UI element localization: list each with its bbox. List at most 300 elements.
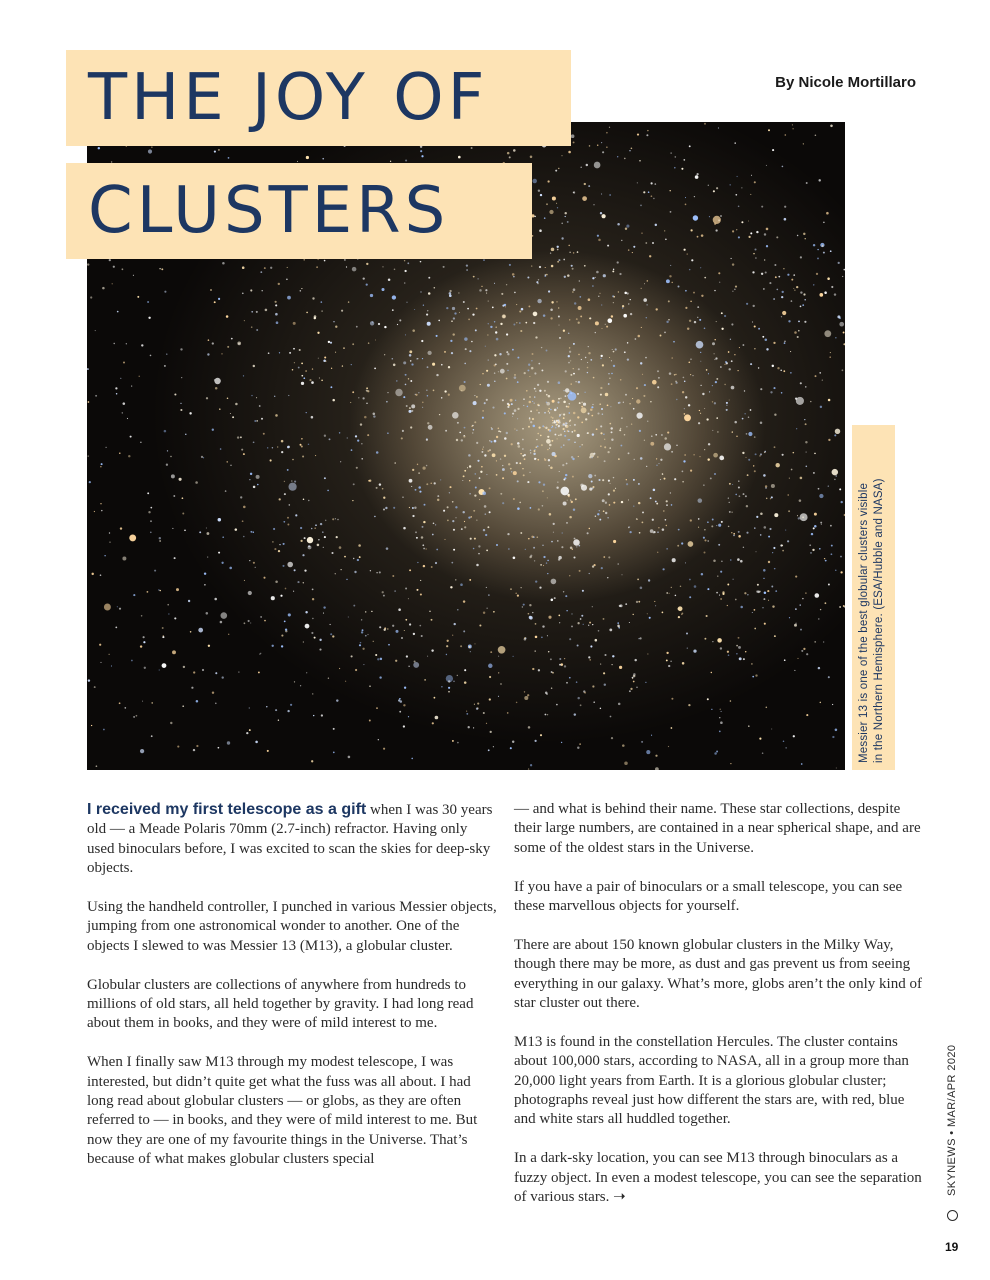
star [409, 350, 412, 353]
star [506, 333, 508, 335]
star [706, 369, 708, 371]
star [735, 494, 737, 496]
paragraph-text: when I was 30 years old — a Meade Polaris 70mm (2.7-inch) refractor. Having only used binoculars before, I was excited to scan the skies for deep-sky objects. [87, 802, 493, 877]
star [324, 477, 326, 479]
star [761, 273, 763, 275]
star [151, 735, 153, 737]
star [383, 508, 385, 510]
star [418, 486, 421, 489]
star [431, 566, 433, 568]
star [383, 497, 385, 499]
star [538, 412, 540, 414]
star [179, 478, 182, 481]
star [655, 224, 657, 226]
star [470, 516, 472, 518]
star [575, 498, 577, 500]
star [451, 562, 453, 564]
star [571, 265, 573, 267]
star [287, 446, 290, 449]
star [529, 472, 530, 473]
star [724, 364, 725, 365]
star [546, 402, 550, 406]
star [774, 264, 776, 266]
star [704, 638, 706, 640]
star [294, 681, 295, 682]
star [314, 637, 316, 639]
star [638, 502, 640, 504]
star [830, 125, 833, 128]
star [655, 501, 657, 503]
star [290, 704, 292, 706]
star [664, 230, 665, 231]
star [466, 711, 467, 712]
star [591, 406, 593, 408]
star [439, 414, 440, 415]
star [615, 348, 617, 350]
star [436, 549, 438, 551]
star [780, 369, 782, 371]
star [613, 540, 616, 543]
star [774, 413, 776, 415]
star [417, 562, 418, 563]
star [119, 608, 121, 610]
star [682, 481, 684, 483]
star [525, 549, 526, 550]
star [260, 271, 262, 273]
star [587, 362, 588, 363]
star [392, 358, 394, 360]
star [768, 536, 770, 538]
star [518, 445, 521, 448]
star [609, 127, 610, 128]
star [461, 439, 463, 441]
star [787, 274, 789, 276]
star [235, 403, 238, 406]
star [333, 728, 335, 730]
star [713, 453, 718, 458]
star [738, 646, 741, 649]
star [815, 375, 817, 377]
star [831, 553, 833, 555]
star [685, 197, 686, 198]
star [717, 431, 718, 432]
star [840, 571, 842, 573]
star [716, 378, 718, 380]
star [457, 742, 459, 744]
star [791, 279, 793, 281]
star [605, 512, 607, 514]
star [729, 511, 731, 513]
star [650, 401, 651, 402]
star [556, 421, 557, 422]
star [643, 191, 645, 193]
star [727, 605, 728, 606]
star [127, 418, 128, 419]
star [588, 352, 590, 354]
star [626, 483, 628, 485]
star [474, 421, 476, 423]
star [522, 428, 524, 430]
star [180, 348, 182, 350]
star [415, 394, 417, 396]
star [552, 452, 556, 456]
star [800, 604, 801, 605]
star [564, 665, 566, 667]
star [688, 704, 690, 706]
star [345, 681, 346, 682]
star [483, 447, 484, 448]
star [661, 434, 663, 436]
star [655, 605, 656, 606]
star [550, 467, 553, 470]
star [573, 412, 576, 415]
star [797, 336, 799, 338]
star [698, 498, 703, 503]
star [712, 342, 715, 345]
star [581, 402, 582, 403]
star [260, 616, 261, 617]
star [320, 523, 322, 525]
star [819, 372, 821, 374]
star [745, 651, 746, 652]
star [685, 290, 687, 292]
star [469, 465, 471, 467]
star [636, 399, 640, 403]
star [646, 466, 647, 467]
star [608, 373, 609, 374]
star [356, 467, 358, 469]
star [477, 460, 479, 462]
star [666, 525, 667, 526]
star [352, 343, 354, 345]
star [821, 524, 822, 525]
star [754, 436, 756, 438]
star [486, 474, 487, 475]
star [789, 478, 790, 479]
star [362, 648, 364, 650]
star [459, 432, 461, 434]
star [578, 545, 580, 547]
star [558, 168, 559, 169]
star [537, 433, 539, 435]
star [560, 446, 562, 448]
star [292, 369, 294, 371]
star [264, 267, 266, 269]
star [624, 762, 628, 766]
star [472, 432, 473, 433]
star [764, 591, 767, 594]
star [394, 590, 395, 591]
star [487, 334, 488, 335]
star [626, 225, 629, 228]
star [814, 641, 816, 643]
star [688, 361, 690, 363]
star [549, 448, 550, 449]
star [716, 592, 718, 594]
star [273, 528, 275, 530]
star [490, 651, 492, 653]
star [441, 397, 442, 398]
star [464, 337, 467, 340]
star [546, 274, 548, 276]
star [714, 402, 716, 404]
star [720, 709, 721, 710]
star [443, 510, 445, 512]
star [546, 693, 548, 695]
star [455, 517, 456, 518]
star [379, 626, 381, 628]
star [581, 444, 583, 446]
star [482, 410, 484, 412]
star [739, 347, 740, 348]
star [574, 302, 576, 304]
star [612, 655, 614, 657]
star [287, 710, 289, 712]
star [732, 431, 733, 432]
star [98, 147, 100, 149]
star [561, 237, 563, 239]
star [225, 490, 227, 492]
star [559, 471, 560, 472]
title-line-1-box [66, 50, 571, 146]
star [544, 459, 546, 461]
star [592, 285, 594, 287]
star [704, 123, 706, 125]
star [577, 416, 579, 418]
star [508, 463, 510, 465]
star [592, 486, 594, 488]
star [514, 376, 517, 379]
star [321, 380, 323, 382]
star [235, 528, 238, 531]
star [666, 659, 668, 661]
star [321, 301, 323, 303]
star [244, 580, 245, 581]
star [828, 485, 829, 486]
star [562, 464, 564, 466]
star [700, 267, 701, 268]
star [516, 322, 517, 323]
star [543, 484, 545, 486]
star [227, 461, 228, 462]
star [625, 603, 627, 605]
star [221, 612, 228, 619]
star [522, 606, 523, 607]
star [563, 330, 565, 332]
star [457, 675, 458, 676]
star [303, 641, 304, 642]
star [275, 709, 277, 711]
star [511, 471, 512, 472]
star [557, 261, 559, 263]
star [383, 748, 385, 750]
star [379, 571, 381, 573]
star [746, 433, 748, 435]
star [834, 479, 836, 481]
star [534, 388, 536, 390]
star [384, 629, 386, 631]
star [668, 665, 670, 667]
star [376, 451, 379, 454]
star [173, 495, 175, 497]
star [530, 764, 532, 766]
star [471, 341, 473, 343]
star [601, 408, 603, 410]
star [760, 422, 763, 425]
star [308, 444, 309, 445]
star [248, 620, 250, 622]
star [701, 573, 703, 575]
star [275, 313, 278, 316]
star [122, 412, 123, 413]
star [775, 463, 779, 467]
star [423, 305, 424, 306]
star [312, 693, 314, 695]
star [541, 369, 543, 371]
star [449, 292, 452, 295]
star [289, 504, 291, 506]
star [713, 560, 716, 563]
star [486, 370, 488, 372]
star [547, 635, 548, 636]
star [517, 408, 519, 410]
star [166, 353, 167, 354]
star [784, 206, 786, 208]
star [451, 352, 453, 354]
star [806, 714, 808, 716]
star [150, 532, 152, 534]
star [751, 663, 753, 665]
star [426, 465, 428, 467]
star [376, 572, 377, 573]
star [257, 484, 259, 486]
star [281, 635, 283, 637]
star [569, 347, 571, 349]
star [577, 644, 579, 646]
star [463, 600, 465, 602]
star [618, 402, 620, 404]
star [704, 529, 705, 530]
star [531, 536, 533, 538]
star [788, 320, 790, 322]
star [477, 278, 478, 279]
star [568, 496, 570, 498]
star [750, 363, 752, 365]
star [685, 307, 687, 309]
star [594, 475, 596, 477]
star [591, 456, 593, 458]
star [671, 727, 673, 729]
star [781, 316, 782, 317]
star [773, 547, 775, 549]
star [800, 291, 802, 293]
star [535, 623, 537, 625]
star [769, 528, 771, 530]
star [243, 375, 244, 376]
star [638, 335, 641, 338]
star [613, 502, 615, 504]
star [392, 295, 396, 299]
star [100, 662, 101, 663]
star [362, 629, 364, 631]
star [548, 290, 550, 292]
star [618, 703, 621, 706]
star [549, 465, 550, 466]
star [683, 249, 685, 251]
star [609, 628, 612, 631]
star [536, 410, 537, 411]
star [600, 708, 601, 709]
star [330, 342, 332, 344]
star [481, 286, 482, 287]
star [625, 394, 627, 396]
star [831, 545, 833, 547]
star [281, 440, 284, 443]
star [839, 322, 844, 327]
star [542, 490, 544, 492]
star [553, 420, 555, 422]
star [598, 479, 600, 481]
star [274, 396, 275, 397]
star [782, 166, 784, 168]
star [373, 415, 375, 417]
star [601, 214, 605, 218]
star [746, 532, 748, 534]
star [595, 332, 596, 333]
star [423, 548, 425, 550]
star [549, 412, 550, 413]
star [587, 432, 589, 434]
star [597, 513, 599, 515]
star [482, 491, 486, 495]
star [835, 429, 840, 434]
star [530, 452, 531, 453]
star [593, 453, 595, 455]
star [759, 738, 761, 740]
star [646, 134, 648, 136]
star [671, 153, 672, 154]
star [803, 143, 804, 144]
star [464, 470, 466, 472]
star [517, 480, 519, 482]
star [644, 283, 645, 284]
star [812, 549, 814, 551]
star [777, 367, 779, 369]
star [355, 669, 357, 671]
article-paragraph: Globular clusters are collections of anywhere from hundreds to millions of old stars, all held together by gravity. I had long read about them in books, and they were of mild interest to me. [87, 976, 474, 1032]
star [828, 676, 830, 678]
star [182, 497, 184, 499]
star [694, 196, 695, 197]
star [756, 551, 757, 552]
star [423, 565, 425, 567]
star [569, 516, 572, 519]
star [303, 498, 305, 500]
star [523, 474, 525, 476]
star [549, 513, 552, 516]
star [287, 562, 293, 568]
star [650, 442, 654, 446]
star [733, 535, 735, 537]
star [493, 746, 494, 747]
star [304, 537, 306, 539]
star [318, 358, 319, 359]
star [693, 454, 695, 456]
star [502, 502, 504, 504]
star [324, 536, 326, 538]
star [317, 332, 319, 334]
star [464, 681, 467, 684]
